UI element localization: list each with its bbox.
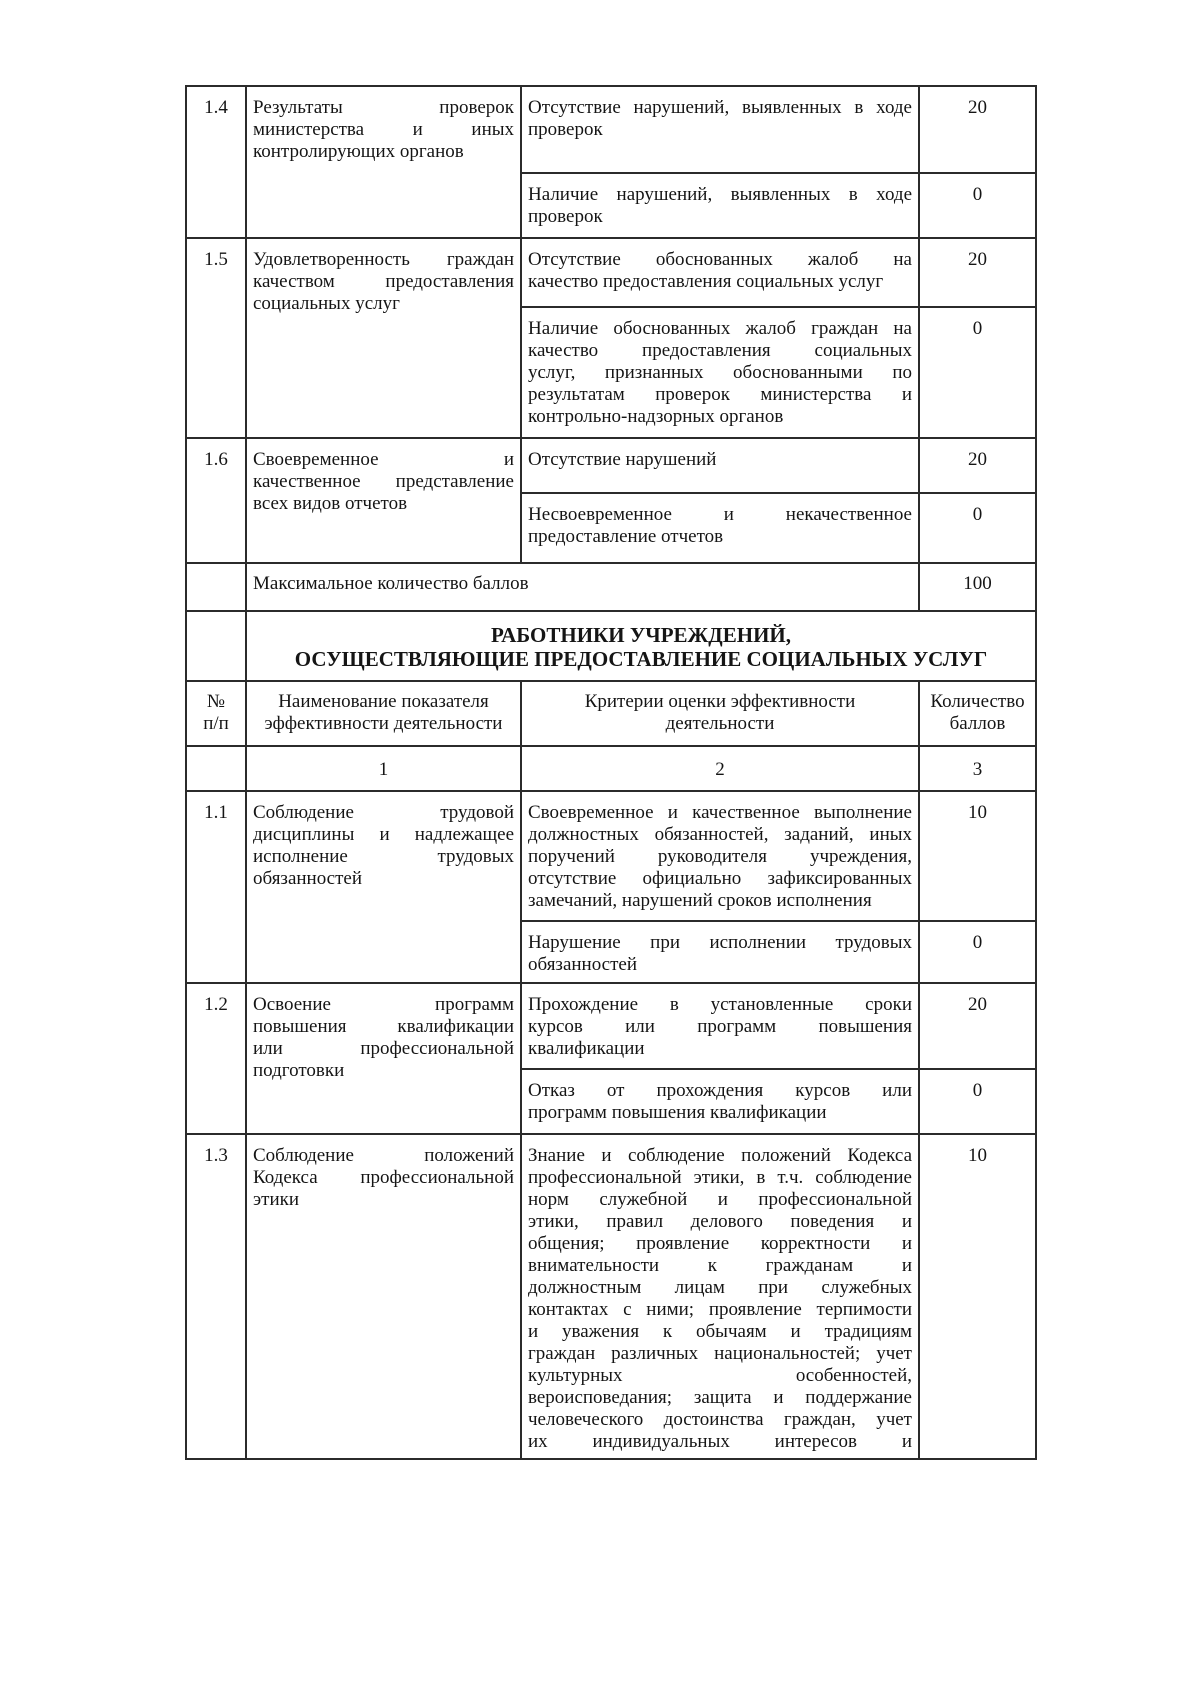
criterion-cell [521, 438, 919, 493]
indicator-cell [246, 238, 521, 438]
criterion-cell [521, 307, 919, 438]
points-cell [919, 438, 1036, 493]
row-number: 1.1 [204, 802, 228, 823]
points-cell [919, 983, 1036, 1069]
indicator-line: или профессиональной [253, 1038, 514, 1059]
criterion-cell [521, 1069, 919, 1134]
criterion-line: контрольно-надзорных органов [528, 406, 784, 427]
header-line: баллов [949, 713, 1006, 734]
indicator-line: качественное представление [253, 471, 514, 492]
row-number: 1.3 [204, 1145, 228, 1166]
section-title-line: РАБОТНИКИ УЧРЕЖДЕНИЙ, [491, 623, 791, 647]
empty-cell [186, 746, 246, 791]
indicator-line: подготовки [253, 1060, 345, 1081]
criterion-line: поручений руководителя учреждения, [528, 846, 912, 867]
indicator-line: Удовлетворенность граждан [253, 249, 514, 270]
column-number-cell [521, 746, 919, 791]
points-cell [919, 238, 1036, 307]
indicator-line: министерства и иных [253, 119, 514, 140]
criterion-line: результатам проверок министерства и [528, 384, 912, 405]
total-label: Максимальное количество баллов [253, 573, 529, 594]
row-number-cell [186, 983, 246, 1134]
row-number: 1.6 [204, 449, 228, 470]
criterion-line: Отсутствие нарушений [528, 449, 717, 470]
criterion-line: Нарушение при исполнении трудовых [528, 932, 912, 953]
criterion-line: общения; проявление корректности и [528, 1233, 912, 1254]
indicator-cell [246, 791, 521, 983]
indicator-line: Освоение программ [253, 994, 514, 1015]
row-number-cell [186, 791, 246, 983]
criterion-line: Знание и соблюдение положений Кодекса [528, 1145, 912, 1166]
criterion-line: качество предоставления социальных [528, 340, 912, 361]
column-header-indicator [246, 681, 521, 746]
indicator-line: всех видов отчетов [253, 493, 408, 514]
criterion-cell [521, 983, 919, 1069]
section-heading-row [186, 611, 1036, 681]
row-number-cell [186, 1134, 246, 1459]
criterion-line: Отсутствие нарушений, выявленных в ходе [528, 97, 912, 118]
header-line: Наименование показателя [278, 691, 489, 712]
criterion-line: должностных обязанностей, заданий, иных [528, 824, 912, 845]
criterion-line: обязанностей [528, 954, 638, 975]
indicator-cell [246, 86, 521, 238]
points-cell [919, 307, 1036, 438]
indicator-line: социальных услуг [253, 293, 400, 314]
indicator-line: дисциплины и надлежащее [253, 824, 514, 845]
criterion-line: Отсутствие обоснованных жалоб на [528, 249, 912, 270]
criterion-line: отсутствие официально зафиксированных [528, 868, 912, 889]
table-row [186, 1134, 1036, 1459]
indicator-line: повышения квалификации [253, 1016, 514, 1037]
total-points-cell [919, 563, 1036, 611]
column-header-num [186, 681, 246, 746]
points-value: 0 [972, 504, 983, 525]
indicator-cell [246, 983, 521, 1134]
criterion-line: проверок [528, 119, 603, 140]
points-value: 20 [968, 97, 987, 118]
criterion-line: Своевременное и качественное выполнение [528, 802, 912, 823]
points-cell [919, 86, 1036, 173]
criterion-line: профессиональной этики, в т.ч. соблюдение [528, 1167, 912, 1188]
points-cell [919, 1069, 1036, 1134]
criterion-line: человеческого достоинства граждан, учет [528, 1409, 912, 1430]
column-header-row [186, 681, 1036, 746]
criterion-cell [521, 173, 919, 238]
criterion-line: норм служебной и профессиональной [528, 1189, 912, 1210]
header-line: эффективности деятельности [264, 713, 503, 734]
points-value: 0 [972, 932, 983, 953]
indicator-line: этики [253, 1189, 300, 1210]
indicator-line: Своевременное и [253, 449, 514, 470]
empty-cell [186, 563, 246, 611]
indicator-line: обязанностей [253, 868, 363, 889]
header-line: № [206, 691, 226, 712]
criterion-line: их индивидуальных интересов и [528, 1431, 912, 1452]
column-number-cell [919, 746, 1036, 791]
criterion-line: этики, правил делового поведения и [528, 1211, 912, 1232]
table-row [186, 86, 1036, 173]
header-line: п/п [203, 713, 229, 734]
empty-cell [186, 611, 246, 681]
points-cell [919, 173, 1036, 238]
total-row [186, 563, 1036, 611]
criterion-line: курсов или программ повышения [528, 1016, 912, 1037]
table-row [186, 238, 1036, 307]
row-number: 1.2 [204, 994, 228, 1015]
criterion-line: программ повышения квалификации [528, 1102, 827, 1123]
criterion-line: культурных особенностей, [528, 1365, 912, 1386]
indicator-line: исполнение трудовых [253, 846, 514, 867]
criterion-line: Прохождение в установленные сроки [528, 994, 912, 1015]
points-value: 0 [972, 1080, 983, 1101]
table-row [186, 983, 1036, 1069]
points-value: 0 [972, 318, 983, 339]
criterion-line: внимательности к гражданам и [528, 1255, 912, 1276]
evaluation-criteria-table [185, 85, 1037, 1460]
indicator-cell [246, 438, 521, 563]
total-label-cell [246, 563, 919, 611]
criterion-line: проверок [528, 206, 603, 227]
points-cell [919, 1134, 1036, 1459]
criterion-line: вероисповедания; защита и поддержание [528, 1387, 912, 1408]
points-value: 10 [968, 1145, 987, 1166]
criterion-line: услуг, признанных обоснованными по [528, 362, 912, 383]
criterion-line: Отказ от прохождения курсов или [528, 1080, 912, 1101]
criterion-cell [521, 791, 919, 921]
header-line: Количество [930, 691, 1025, 712]
points-value: 10 [968, 802, 987, 823]
header-line: Критерии оценки эффективности [584, 691, 856, 712]
indicator-line: Соблюдение положений [253, 1145, 514, 1166]
indicator-cell [246, 1134, 521, 1459]
total-points: 100 [963, 573, 992, 594]
criterion-cell [521, 493, 919, 563]
criterion-cell [521, 921, 919, 983]
header-line: деятельности [665, 713, 775, 734]
criterion-line: граждан различных национальностей; учет [528, 1343, 912, 1364]
points-value: 20 [968, 994, 987, 1015]
criterion-line: замечаний, нарушений сроков исполнения [528, 890, 872, 911]
indicator-line: качеством предоставления [253, 271, 514, 292]
table-row [186, 791, 1036, 921]
points-value: 20 [968, 249, 987, 270]
criterion-line: предоставление отчетов [528, 526, 724, 547]
points-cell [919, 493, 1036, 563]
column-number: 2 [715, 759, 725, 780]
row-number-cell [186, 86, 246, 238]
points-cell [919, 921, 1036, 983]
criterion-line: и уважения к обычаям и традициям [528, 1321, 912, 1342]
criterion-line: Несвоевременное и некачественное [528, 504, 912, 525]
section-title-line: ОСУЩЕСТВЛЯЮЩИЕ ПРЕДОСТАВЛЕНИЕ СОЦИАЛЬНЫХ УСЛУГ [294, 647, 988, 671]
criterion-cell [521, 1134, 919, 1459]
section-title [246, 611, 1036, 681]
criterion-cell [521, 238, 919, 307]
row-number: 1.4 [204, 97, 228, 118]
criterion-cell [521, 86, 919, 173]
table-row [186, 438, 1036, 493]
points-value: 0 [972, 184, 983, 205]
criterion-line: Наличие нарушений, выявленных в ходе [528, 184, 912, 205]
criterion-line: качество предоставления социальных услуг [528, 271, 884, 292]
column-header-points [919, 681, 1036, 746]
indicator-line: Кодекса профессиональной [253, 1167, 514, 1188]
criterion-line: контактах с ними; проявление терпимости [528, 1299, 912, 1320]
indicator-line: контролирующих органов [253, 141, 464, 162]
row-number-cell [186, 438, 246, 563]
column-number-row [186, 746, 1036, 791]
column-header-criteria [521, 681, 919, 746]
column-number: 1 [378, 759, 389, 780]
criterion-line: Наличие обоснованных жалоб граждан на [528, 318, 912, 339]
row-number: 1.5 [204, 249, 228, 270]
points-cell [919, 791, 1036, 921]
criterion-line: должностным лицам при служебных [528, 1277, 912, 1298]
indicator-line: Результаты проверок [253, 97, 514, 118]
points-value: 20 [968, 449, 987, 470]
criterion-line: квалификации [528, 1038, 645, 1059]
row-number-cell [186, 238, 246, 438]
column-number: 3 [972, 759, 983, 780]
indicator-line: Соблюдение трудовой [253, 802, 514, 823]
column-number-cell [246, 746, 521, 791]
